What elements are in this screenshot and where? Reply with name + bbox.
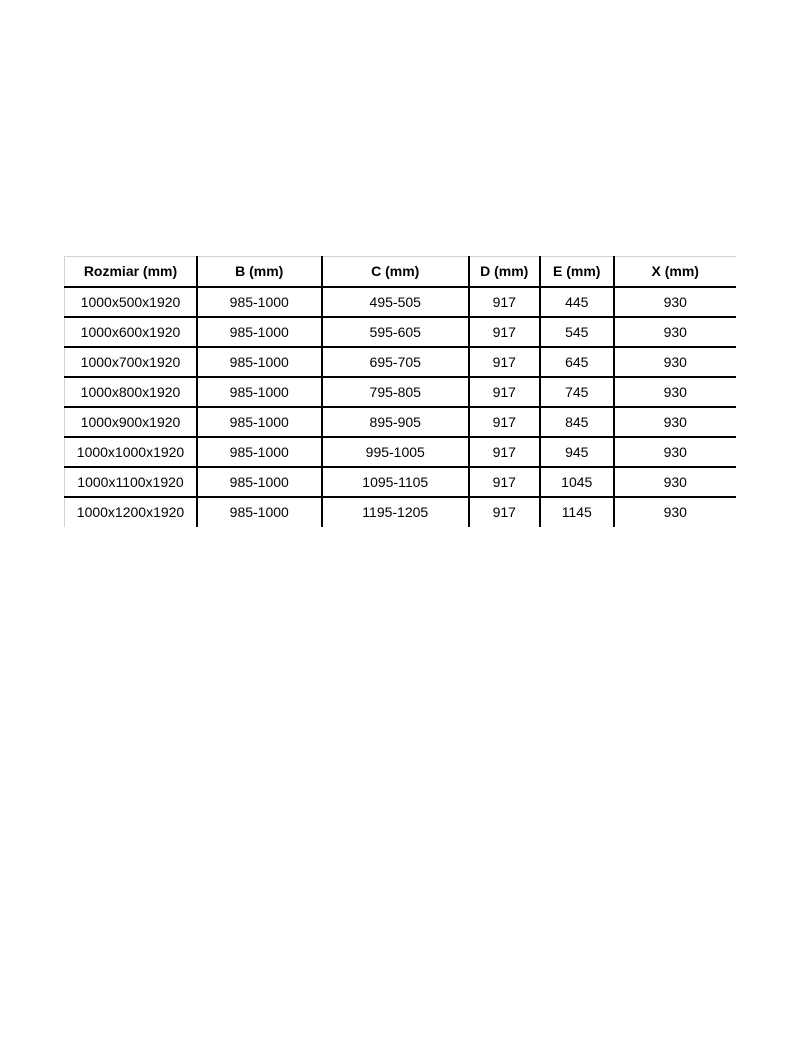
cell-e: 745 xyxy=(540,377,614,407)
cell-rozmiar: 1000x1200x1920 xyxy=(65,497,197,527)
cell-d: 917 xyxy=(469,347,540,377)
dimensions-spec-table xyxy=(64,256,736,527)
cell-e: 1145 xyxy=(540,497,614,527)
cell-rozmiar: 1000x900x1920 xyxy=(65,407,197,437)
cell-b: 985-1000 xyxy=(197,407,322,437)
cell-c: 695-705 xyxy=(322,347,469,377)
cell-c: 495-505 xyxy=(322,287,469,317)
cell-d: 917 xyxy=(469,497,540,527)
cell-c: 895-905 xyxy=(322,407,469,437)
cell-b: 985-1000 xyxy=(197,287,322,317)
cell-x: 930 xyxy=(614,407,736,437)
column-header-d: D (mm) xyxy=(469,257,540,287)
header-row xyxy=(65,257,736,287)
cell-b: 985-1000 xyxy=(197,317,322,347)
cell-b: 985-1000 xyxy=(197,437,322,467)
cell-d: 917 xyxy=(469,467,540,497)
cell-d: 917 xyxy=(469,317,540,347)
cell-x: 930 xyxy=(614,317,736,347)
table-row xyxy=(65,317,736,347)
column-header-e: E (mm) xyxy=(540,257,614,287)
cell-rozmiar: 1000x600x1920 xyxy=(65,317,197,347)
cell-rozmiar: 1000x1000x1920 xyxy=(65,437,197,467)
cell-x: 930 xyxy=(614,467,736,497)
cell-x: 930 xyxy=(614,377,736,407)
cell-rozmiar: 1000x500x1920 xyxy=(65,287,197,317)
cell-c: 795-805 xyxy=(322,377,469,407)
table-row xyxy=(65,437,736,467)
cell-x: 930 xyxy=(614,437,736,467)
cell-x: 930 xyxy=(614,287,736,317)
column-header-x: X (mm) xyxy=(614,257,736,287)
cell-b: 985-1000 xyxy=(197,347,322,377)
cell-c: 595-605 xyxy=(322,317,469,347)
table-row xyxy=(65,347,736,377)
column-header-c: C (mm) xyxy=(322,257,469,287)
cell-b: 985-1000 xyxy=(197,377,322,407)
table-row xyxy=(65,497,736,527)
cell-x: 930 xyxy=(614,347,736,377)
cell-d: 917 xyxy=(469,287,540,317)
cell-d: 917 xyxy=(469,437,540,467)
cell-e: 645 xyxy=(540,347,614,377)
cell-d: 917 xyxy=(469,377,540,407)
table-row xyxy=(65,407,736,437)
cell-rozmiar: 1000x700x1920 xyxy=(65,347,197,377)
cell-e: 845 xyxy=(540,407,614,437)
cell-e: 1045 xyxy=(540,467,614,497)
table-row xyxy=(65,377,736,407)
column-header-rozmiar: Rozmiar (mm) xyxy=(65,257,197,287)
cell-c: 1095-1105 xyxy=(322,467,469,497)
table-row xyxy=(65,467,736,497)
cell-x: 930 xyxy=(663,504,687,520)
cell-e: 945 xyxy=(540,437,614,467)
column-header-b: B (mm) xyxy=(197,257,322,287)
cell-b: 985-1000 xyxy=(197,497,322,527)
cell-b: 985-1000 xyxy=(197,467,322,497)
cell-e: 445 xyxy=(540,287,614,317)
cell-e: 545 xyxy=(540,317,614,347)
cell-c: 995-1005 xyxy=(322,437,469,467)
cell-c: 1195-1205 xyxy=(322,497,469,527)
cell-rozmiar: 1000x1100x1920 xyxy=(65,467,197,497)
table-row xyxy=(65,287,736,317)
cell-d: 917 xyxy=(469,407,540,437)
cell-rozmiar: 1000x800x1920 xyxy=(65,377,197,407)
